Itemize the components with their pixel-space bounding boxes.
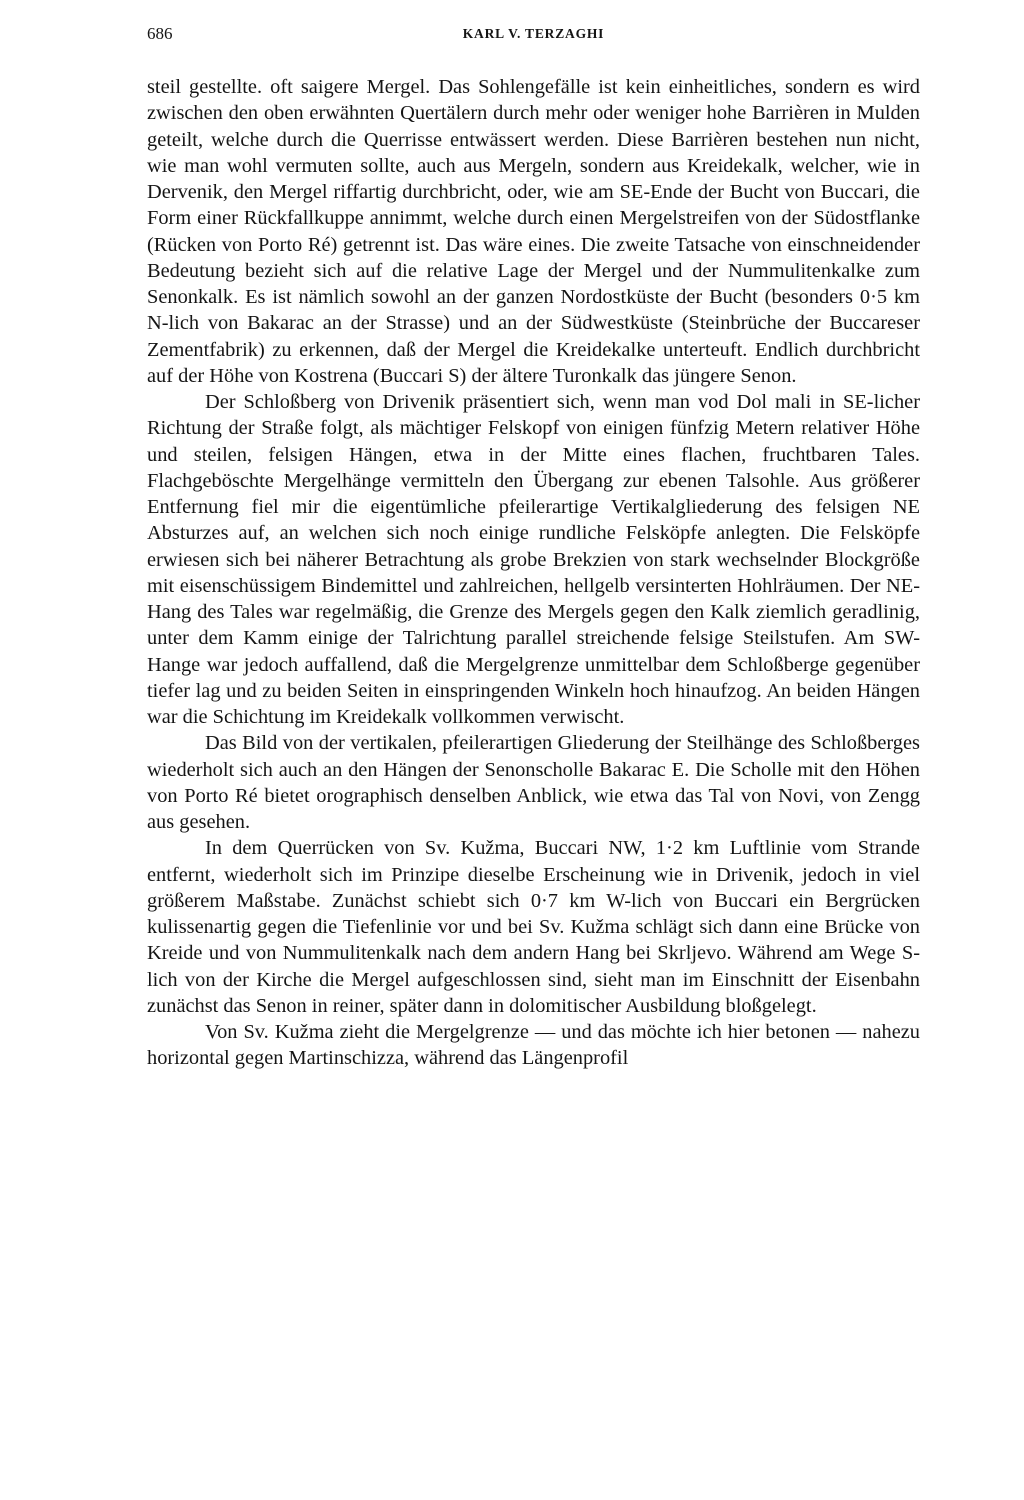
paragraph: Das Bild von der vertikalen, pfeilerartigen Gliederung der Steilhänge des Schloßberges wiederholt sich auch an den Hängen der Senonscholle Bakarac E. Die Scholle mit den Höhen von Porto Ré bietet orographisch denselben Anblick, wie etwa das Tal von Novi, von Zengg aus gesehen. — [147, 732, 920, 833]
header-author: KARL V. TERZAGHI — [462, 26, 605, 41]
paragraph: Der Schloßberg von Drivenik präsentiert sich, wenn man vod Dol mali in SE-licher Richtung der Straße folgt, als mächtiger Felskopf von einigen fünfzig Metern relativer Höhe und steilen, felsigen Hängen, etwa in der Mitte eines flachen, fruchtbaren Tales. Flachgeböschte Mergelhänge vermitteln den Übergang zur ebenen Talsohle. Aus größerer Entfernung fiel mir die eigentümliche pfeilerartige Vertikalgliederung des felsigen NE Absturzes auf, an welchen sich noch einige rundliche Felsköpfe anlegten. Die Felsköpfe erwiesen sich bei näherer Betrachtung als grobe Brekzien von stark wechselnder Blockgröße mit eisenschüssigem Bindemittel und zahlreichen, hellgelb versinterten Hohlräumen. Der NE-Hang des Tales war regelmäßig, die Grenze des Mergels gegen den Kalk ziemlich geradlinig, unter dem Kamm einige der Talrichtung parallel streichende felsige Steilstufen. Am SW-Hange war jedoch auffallend, daß die Mergelgrenze unmittelbar dem Schloßberge gegenüber tiefer lag und zu beiden Seiten in einspringenden Winkeln hoch hinaufzog. An beiden Hängen war die Schichtung im Kreidekalk vollkommen verwischt. — [147, 391, 920, 728]
book-page — [147, 24, 920, 1072]
page-number: 686 — [147, 24, 173, 43]
running-header — [147, 24, 920, 54]
paragraph: In dem Querrücken von Sv. Kužma, Buccari NW, 1·2 km Luftlinie vom Strande entfernt, wiederholt sich im Prinzipe dieselbe Erscheinung wie in Drivenik, jedoch in viel größerem Maßstabe. Zunächst schiebt sich 0·7 km W-lich von Buccari ein Bergrücken kulissenartig gegen die Tiefenlinie vor und bei Sv. Kužma schlägt sich dann eine Brücke von Kreide und von Nummulitenkalk nach dem andern Hang bei Skrljevo. Während am Wege S-lich von der Kirche die Mergel aufgeschlossen sind, sieht man im Einschnitt der Eisenbahn zunächst das Senon in reiner, später dann in dolomitischer Ausbildung bloßgelegt. — [147, 837, 920, 1017]
paragraph-continued: steil gestellte. oft saigere Mergel. Das Sohlengefälle ist kein einheitliches, sondern es wird zwischen den oben erwähnten Quertälern durch mehr oder weniger hohe Barrièren in Mulden geteilt, welche durch die Querrisse entwässert werden. Diese Barrièren bestehen nun nicht, wie man wohl vermuten sollte, auch aus Mergeln, sondern aus Kreidekalk, welcher, wie in Dervenik, den Mergel riffartig durchbricht, oder, wie am SE-Ende der Bucht von Buccari, die Form einer Rückfallkuppe annimmt, welche durch einen Mergelstreifen von der Südostflanke (Rücken von Porto Ré) getrennt ist. Das wäre eines. Die zweite Tatsache von einschneidender Bedeutung bezieht sich auf die relative Lage der Mergel und der Nummulitenkalke zum Senonkalk. Es ist nämlich sowohl an der ganzen Nordostküste der Bucht (besonders 0·5 km N-lich von Bakarac an der Strasse) und an der Südwestküste (Steinbrüche der Buccareser Zementfabrik) zu erkennen, daß der Mergel die Kreidekalke unterteuft. Endlich durchbricht auf der Höhe von Kostrena (Buccari S) der ältere Turonkalk das jüngere Senon. — [147, 76, 920, 387]
body-text — [147, 74, 920, 1072]
paragraph: Von Sv. Kužma zieht die Mergelgrenze — und das möchte ich hier betonen — nahezu horizontal gegen Martinschizza, während das Längenprofil — [147, 1021, 920, 1070]
